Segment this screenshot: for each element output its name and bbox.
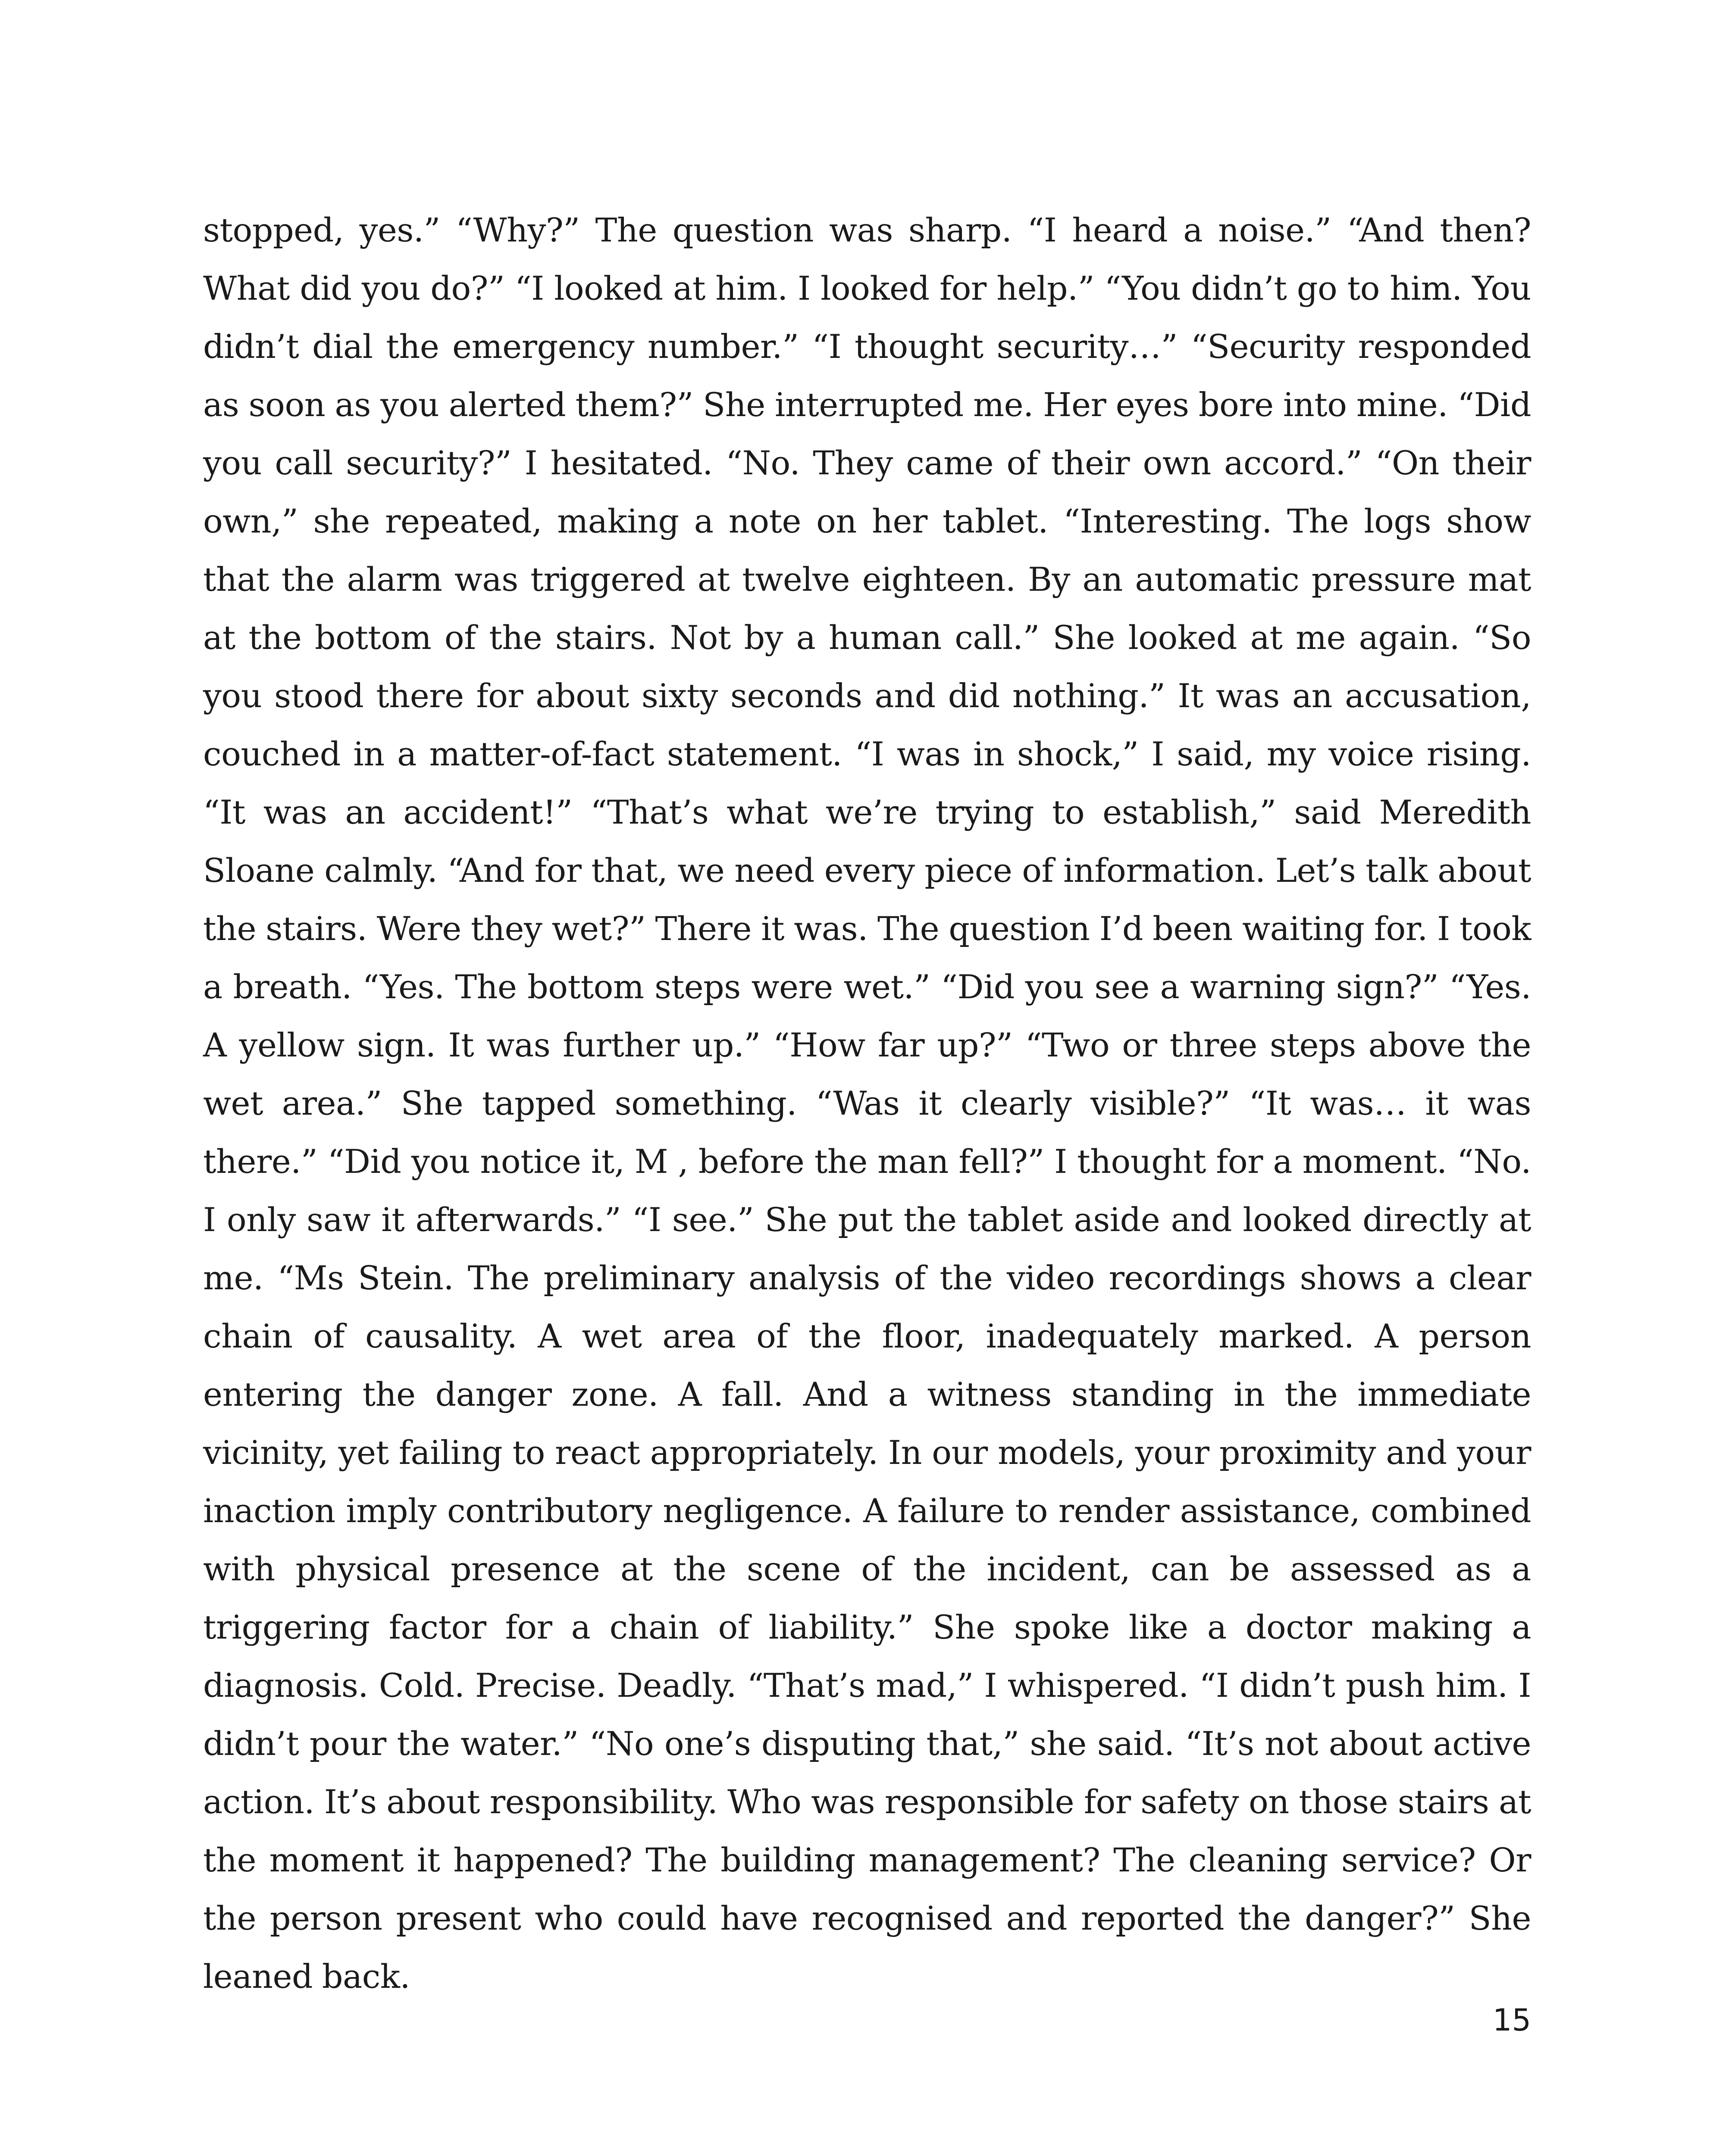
page-number: 15 [1492, 2002, 1531, 2038]
body-paragraph: stopped, yes.” “Why?” The question was sharp. “I heard a noise.” “And then? What did you do?” “I looked at him. I looked for help.” “You didn’t go to him. You didn’t dial the emergency number.” “I thought security…” “Security responded as soon as you alerted them?” She interrupted me. Her eyes bore into mine. “Did you call security?” I hesitated. “No. They came of their own accord.” “On their own,” she repeated, making a note on her tablet. “Interesting. The logs show that the alarm was triggered at twelve eighteen. By an automatic pressure mat at the bottom of the stairs. Not by a human call.” She looked at me again. “So you stood there for about sixty seconds and did nothing.” It was an accusation, couched in a matter-of-fact statement. “I was in shock,” I said, my voice rising. “It was an accident!” “That’s what we’re trying to establish,” said Meredith Sloane calmly. “And for that, we need every piece of information. Let’s talk about the stairs. Were they wet?” There it was. The question I’d been waiting for. I took a breath. “Yes. The bottom steps were wet.” “Did you see a warning sign?” “Yes. A yellow sign. It was further up.” “How far up?” “Two or three steps above the wet area.” She tapped something. “Was it clearly visible?” “It was… it was there.” “Did you notice it, M , before the man fell?” I thought for a moment. “No. I only saw it afterwards.” “I see.” She put the tablet aside and looked directly at me. “Ms Stein. The preliminary analysis of the video recordings shows a clear chain of causality. A wet area of the floor, inadequately marked. A person entering the danger zone. A fall. And a witness standing in the immediate vicinity, yet failing to react appropriately. In our models, your proximity and your inaction imply contributory negligence. A failure to render assistance, combined with physical presence at the scene of the incident, can be assessed as a triggering factor for a chain of liability.” She spoke like a doctor making a diagnosis. Cold. Precise. Deadly. “That’s mad,” I whispered. “I didn’t push him. I didn’t pour the water.” “No one’s disputing that,” she said. “It’s not about active action. It’s about responsibility. Who was responsible for safety on those stairs at the moment it happened? The building management? The cleaning service? Or the person present who could have recognised and reported the danger?” She leaned back. [203, 211, 1531, 1996]
